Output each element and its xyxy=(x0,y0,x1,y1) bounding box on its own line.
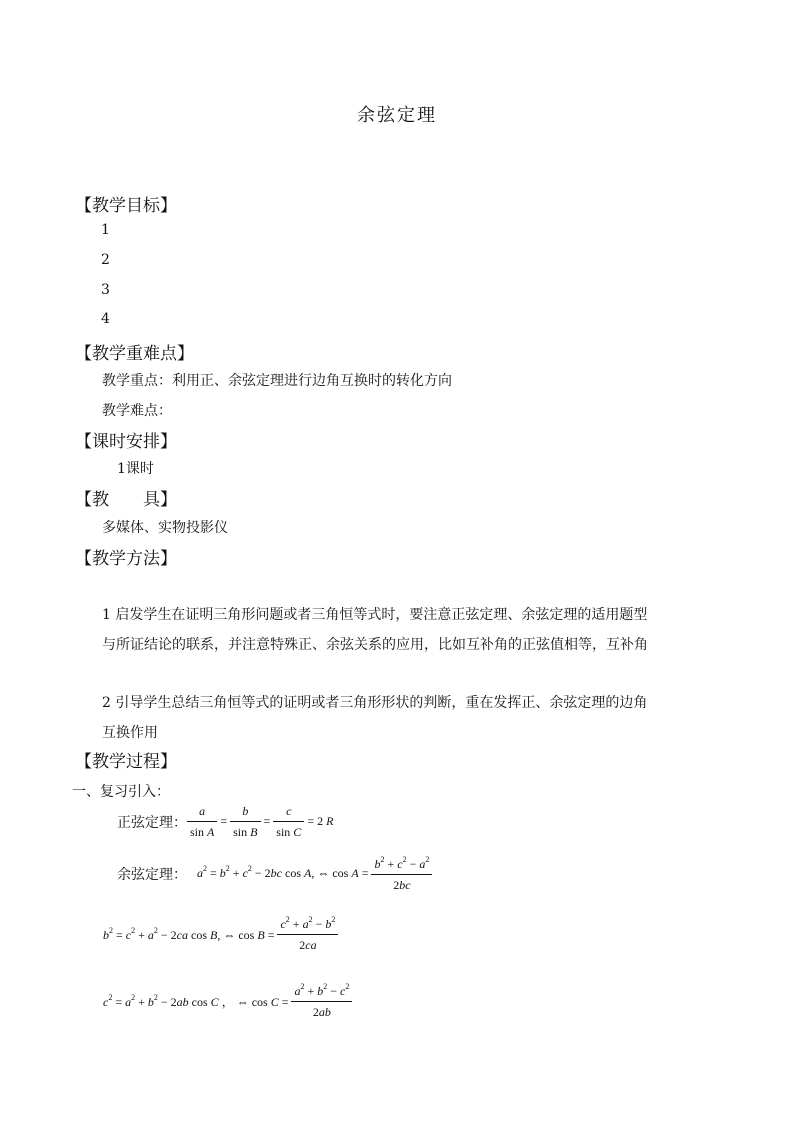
hard-point-text: 教学难点： xyxy=(102,403,172,419)
sine-theorem-formula: $\frac{a}{\text{sin A}}$ = $\frac{b}{\text{sin B}}$ = $\frac{c}{\text{sin C}}$ = 2 R xyxy=(187,804,333,840)
method-paragraph-2 xyxy=(102,688,722,748)
goal-item: 1 xyxy=(101,222,110,238)
section-heading-process: 【教学过程】 xyxy=(75,752,177,772)
section-heading-difficulties: 【教学重难点】 xyxy=(75,344,194,364)
goal-item: 3 xyxy=(101,282,110,298)
section-heading-methods: 【教学方法】 xyxy=(75,549,177,569)
cosine-formula-a: $a^2 = b^2 + c^2 - 2bc$ cos A, ⇔ cos A = $\frac{b^2 + c^2 - a^2}{2bc}$ xyxy=(197,855,432,893)
method-1-line-2: 与所证结论的联系，并注意特殊正、余弦关系的应用，比如互补角的正弦值相等，互补角 xyxy=(102,637,648,653)
goal-item: 4 xyxy=(101,311,110,327)
page-title: 余弦定理 xyxy=(357,105,437,126)
sine-theorem-row xyxy=(117,804,333,840)
cosine-theorem-row xyxy=(117,855,432,893)
cosine-formula-b: $b^2 = c^2 + a^2 - 2ca$ cos B, ⇔ cos B = $\frac{c^2 + a^2 - b^2}{2ca}$ xyxy=(103,915,338,953)
schedule-value: 1课时 xyxy=(117,461,154,477)
sine-theorem-label: 正弦定理： xyxy=(117,815,187,831)
method-1-line-1: 1 启发学生在证明三角形问题或者三角恒等式时，要注意正弦定理、余弦定理的适用题型 xyxy=(102,607,648,623)
key-point-text: 教学重点：利用正、余弦定理进行边角互换时的转化方向 xyxy=(102,373,452,389)
method-2-line-2: 互换作用 xyxy=(102,725,158,741)
review-heading: 一、复习引入： xyxy=(72,784,170,800)
method-paragraph-1 xyxy=(102,600,722,660)
section-heading-schedule: 【课时安排】 xyxy=(75,432,177,452)
cosine-formula-c: $c^2 = a^2 + b^2 - 2ab$ cos C ， ⇔ cos C = $\frac{a^2 + b^2 - c^2}{2ab}$ xyxy=(103,982,352,1020)
section-heading-tools: 【教 具】 xyxy=(75,490,177,510)
goal-item: 2 xyxy=(101,252,110,268)
cosine-theorem-label: 余弦定理： xyxy=(117,867,187,883)
tools-value: 多媒体、实物投影仪 xyxy=(102,520,228,536)
method-2-line-1: 2 引导学生总结三角恒等式的证明或者三角形形状的判断，重在发挥正、余弦定理的边角 xyxy=(102,695,648,711)
section-heading-goals: 【教学目标】 xyxy=(75,196,177,216)
